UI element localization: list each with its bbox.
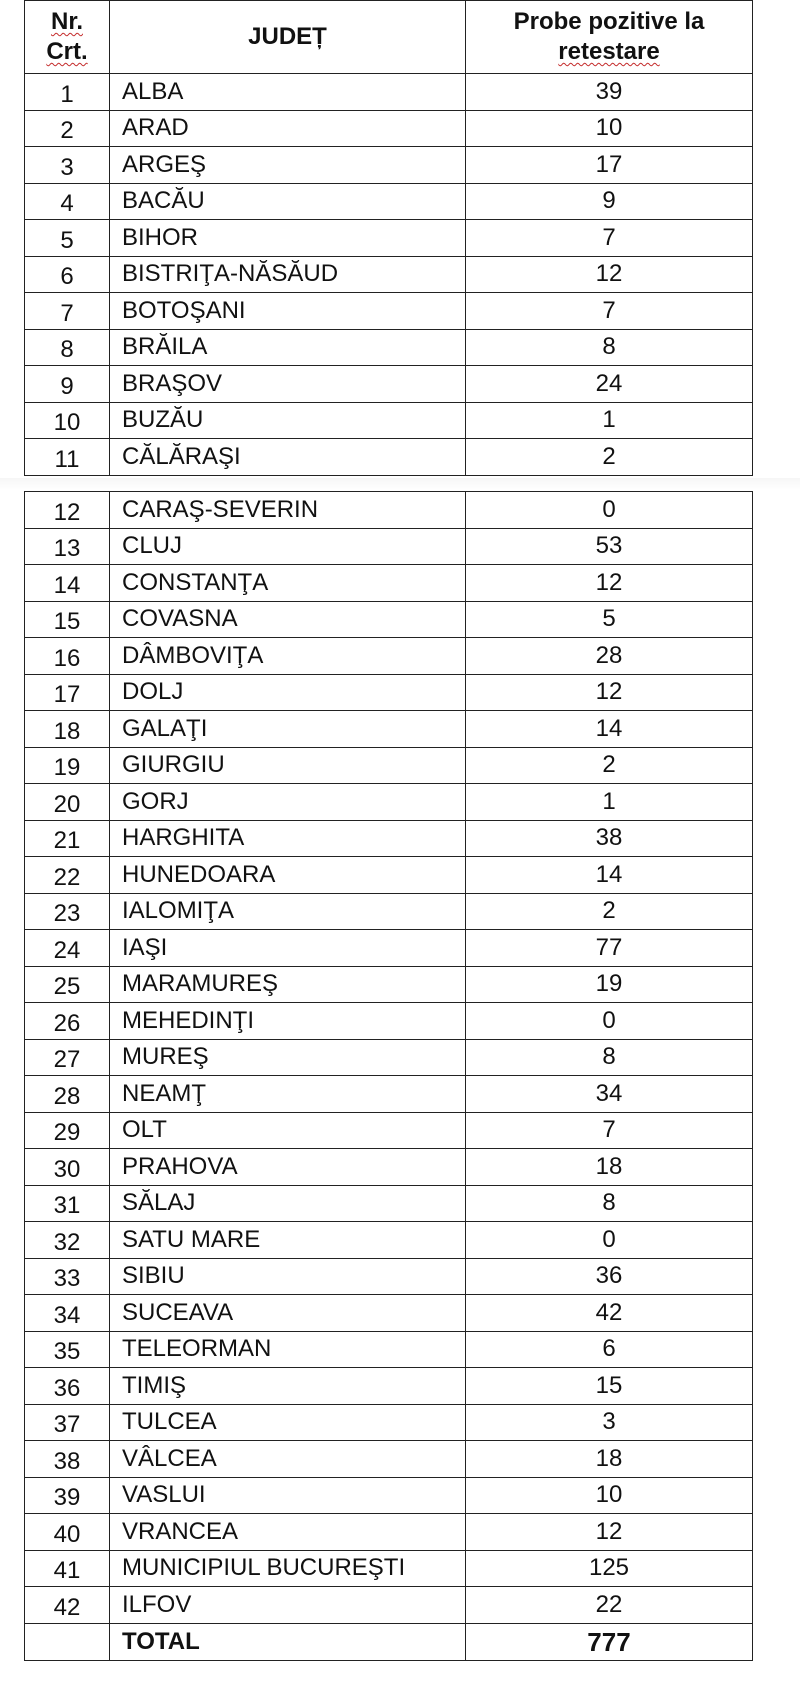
county-name: HARGHITA bbox=[110, 820, 466, 857]
table-row bbox=[25, 220, 753, 257]
county-name: VÂLCEA bbox=[110, 1441, 466, 1478]
county-name: COVASNA bbox=[110, 601, 466, 638]
county-name: BIHOR bbox=[110, 220, 466, 257]
positive-count: 24 bbox=[466, 366, 753, 403]
table-row bbox=[25, 857, 753, 894]
screenshot-seam bbox=[0, 478, 800, 490]
row-number: 8 bbox=[25, 329, 110, 366]
table-row bbox=[25, 1368, 753, 1405]
row-number: 5 bbox=[25, 220, 110, 257]
header-probe-line1: Probe pozitive la bbox=[513, 8, 705, 35]
total-value: 777 bbox=[466, 1623, 753, 1660]
table-row bbox=[25, 256, 753, 293]
county-name: TELEORMAN bbox=[110, 1331, 466, 1368]
county-name: DÂMBOVIŢA bbox=[110, 638, 466, 675]
county-name: GALAŢI bbox=[110, 711, 466, 748]
row-number: 42 bbox=[25, 1587, 110, 1624]
positive-count: 8 bbox=[466, 1185, 753, 1222]
positive-count: 77 bbox=[466, 930, 753, 967]
row-number: 21 bbox=[25, 820, 110, 857]
county-name: MUREŞ bbox=[110, 1039, 466, 1076]
county-name: CONSTANŢA bbox=[110, 565, 466, 602]
table-row bbox=[25, 1039, 753, 1076]
table-row bbox=[25, 820, 753, 857]
table-row bbox=[25, 1587, 753, 1624]
positive-count: 18 bbox=[466, 1149, 753, 1186]
row-number: 6 bbox=[25, 256, 110, 293]
row-number: 37 bbox=[25, 1404, 110, 1441]
county-name: ARAD bbox=[110, 110, 466, 147]
county-name: IALOMIŢA bbox=[110, 893, 466, 930]
positive-count: 28 bbox=[466, 638, 753, 675]
positive-count: 5 bbox=[466, 601, 753, 638]
row-number: 13 bbox=[25, 528, 110, 565]
row-number: 31 bbox=[25, 1185, 110, 1222]
table-row bbox=[25, 565, 753, 602]
row-number: 24 bbox=[25, 930, 110, 967]
row-number: 16 bbox=[25, 638, 110, 675]
county-name: SĂLAJ bbox=[110, 1185, 466, 1222]
positive-count: 19 bbox=[466, 966, 753, 1003]
table-row bbox=[25, 183, 753, 220]
row-number: 19 bbox=[25, 747, 110, 784]
table-row bbox=[25, 366, 753, 403]
positive-count: 22 bbox=[466, 1587, 753, 1624]
positive-count: 7 bbox=[466, 1112, 753, 1149]
county-name: BACĂU bbox=[110, 183, 466, 220]
total-row bbox=[25, 1623, 753, 1660]
table-row bbox=[25, 1222, 753, 1259]
positive-count: 9 bbox=[466, 183, 753, 220]
table-row bbox=[25, 1404, 753, 1441]
county-name: CĂLĂRAŞI bbox=[110, 439, 466, 476]
positive-count: 7 bbox=[466, 293, 753, 330]
table-row bbox=[25, 439, 753, 476]
positive-count: 8 bbox=[466, 329, 753, 366]
row-number: 17 bbox=[25, 674, 110, 711]
county-name: NEAMŢ bbox=[110, 1076, 466, 1113]
table-row bbox=[25, 638, 753, 675]
positive-count: 3 bbox=[466, 1404, 753, 1441]
row-number: 23 bbox=[25, 893, 110, 930]
positive-count: 36 bbox=[466, 1258, 753, 1295]
table-row bbox=[25, 1514, 753, 1551]
row-number: 35 bbox=[25, 1331, 110, 1368]
county-table-top bbox=[24, 0, 753, 476]
positive-count: 12 bbox=[466, 674, 753, 711]
positive-count: 125 bbox=[466, 1550, 753, 1587]
positive-count: 17 bbox=[466, 147, 753, 184]
table-row bbox=[25, 110, 753, 147]
row-number: 25 bbox=[25, 966, 110, 1003]
positive-count: 12 bbox=[466, 565, 753, 602]
table-row bbox=[25, 293, 753, 330]
table-row bbox=[25, 674, 753, 711]
county-name: MUNICIPIUL BUCUREŞTI bbox=[110, 1550, 466, 1587]
positive-count: 14 bbox=[466, 857, 753, 894]
table-header-row bbox=[25, 1, 753, 74]
row-number: 29 bbox=[25, 1112, 110, 1149]
positive-count: 1 bbox=[466, 402, 753, 439]
positive-count: 7 bbox=[466, 220, 753, 257]
county-name: BRĂILA bbox=[110, 329, 466, 366]
county-name: TULCEA bbox=[110, 1404, 466, 1441]
row-number: 2 bbox=[25, 110, 110, 147]
positive-count: 42 bbox=[466, 1295, 753, 1332]
county-name: SUCEAVA bbox=[110, 1295, 466, 1332]
row-number: 3 bbox=[25, 147, 110, 184]
county-name: HUNEDOARA bbox=[110, 857, 466, 894]
row-number: 27 bbox=[25, 1039, 110, 1076]
row-number: 33 bbox=[25, 1258, 110, 1295]
county-name: MARAMUREŞ bbox=[110, 966, 466, 1003]
row-number: 38 bbox=[25, 1441, 110, 1478]
table-top-segment bbox=[0, 0, 800, 476]
positive-count: 10 bbox=[466, 1477, 753, 1514]
row-number: 20 bbox=[25, 784, 110, 821]
county-name: BUZĂU bbox=[110, 402, 466, 439]
row-number: 41 bbox=[25, 1550, 110, 1587]
county-name: MEHEDINŢI bbox=[110, 1003, 466, 1040]
table-row bbox=[25, 1258, 753, 1295]
county-name: IAŞI bbox=[110, 930, 466, 967]
table-row bbox=[25, 711, 753, 748]
positive-count: 6 bbox=[466, 1331, 753, 1368]
row-number: 7 bbox=[25, 293, 110, 330]
county-name: TIMIŞ bbox=[110, 1368, 466, 1405]
positive-count: 38 bbox=[466, 820, 753, 857]
table-row bbox=[25, 784, 753, 821]
total-nr-cell bbox=[25, 1623, 110, 1660]
table-row bbox=[25, 1149, 753, 1186]
county-name: BOTOŞANI bbox=[110, 293, 466, 330]
table-row bbox=[25, 147, 753, 184]
row-number: 36 bbox=[25, 1368, 110, 1405]
table-row bbox=[25, 1295, 753, 1332]
row-number: 39 bbox=[25, 1477, 110, 1514]
county-name: ALBA bbox=[110, 74, 466, 111]
table-row bbox=[25, 601, 753, 638]
header-probe bbox=[466, 1, 753, 74]
row-number: 11 bbox=[25, 439, 110, 476]
row-number: 10 bbox=[25, 402, 110, 439]
positive-count: 34 bbox=[466, 1076, 753, 1113]
positive-count: 2 bbox=[466, 747, 753, 784]
total-label: TOTAL bbox=[110, 1623, 466, 1660]
table-row bbox=[25, 930, 753, 967]
positive-count: 53 bbox=[466, 528, 753, 565]
header-nr-line2: Crt. bbox=[46, 38, 88, 65]
positive-count: 2 bbox=[466, 893, 753, 930]
county-name: ARGEŞ bbox=[110, 147, 466, 184]
county-name: ILFOV bbox=[110, 1587, 466, 1624]
county-name: DOLJ bbox=[110, 674, 466, 711]
row-number: 34 bbox=[25, 1295, 110, 1332]
positive-count: 12 bbox=[466, 1514, 753, 1551]
row-number: 14 bbox=[25, 565, 110, 602]
county-name: CARAŞ-SEVERIN bbox=[110, 492, 466, 529]
table-row bbox=[25, 1331, 753, 1368]
positive-count: 1 bbox=[466, 784, 753, 821]
row-number: 12 bbox=[25, 492, 110, 529]
table-row bbox=[25, 402, 753, 439]
county-name: SATU MARE bbox=[110, 1222, 466, 1259]
county-table-bottom bbox=[24, 491, 753, 1661]
row-number: 1 bbox=[25, 74, 110, 111]
header-probe-line2: retestare bbox=[558, 38, 660, 65]
table-row bbox=[25, 1112, 753, 1149]
positive-count: 2 bbox=[466, 439, 753, 476]
positive-count: 39 bbox=[466, 74, 753, 111]
header-county: JUDEȚ bbox=[110, 1, 466, 74]
county-name: CLUJ bbox=[110, 528, 466, 565]
table-row bbox=[25, 329, 753, 366]
table-row bbox=[25, 747, 753, 784]
row-number: 26 bbox=[25, 1003, 110, 1040]
positive-count: 0 bbox=[466, 492, 753, 529]
table-row bbox=[25, 1477, 753, 1514]
table-row bbox=[25, 1076, 753, 1113]
county-name: GIURGIU bbox=[110, 747, 466, 784]
row-number: 9 bbox=[25, 366, 110, 403]
county-name: VASLUI bbox=[110, 1477, 466, 1514]
table-row bbox=[25, 1185, 753, 1222]
table-row bbox=[25, 966, 753, 1003]
county-name: BRAŞOV bbox=[110, 366, 466, 403]
county-name: PRAHOVA bbox=[110, 1149, 466, 1186]
row-number: 32 bbox=[25, 1222, 110, 1259]
header-nr-line1: Nr. bbox=[50, 8, 83, 35]
county-name: BISTRIŢA-NĂSĂUD bbox=[110, 256, 466, 293]
county-name: GORJ bbox=[110, 784, 466, 821]
row-number: 28 bbox=[25, 1076, 110, 1113]
table-row bbox=[25, 492, 753, 529]
positive-count: 15 bbox=[466, 1368, 753, 1405]
county-name: VRANCEA bbox=[110, 1514, 466, 1551]
positive-count: 12 bbox=[466, 256, 753, 293]
positive-count: 0 bbox=[466, 1003, 753, 1040]
positive-count: 0 bbox=[466, 1222, 753, 1259]
table-row bbox=[25, 528, 753, 565]
county-name: OLT bbox=[110, 1112, 466, 1149]
row-number: 22 bbox=[25, 857, 110, 894]
county-name: SIBIU bbox=[110, 1258, 466, 1295]
table-row bbox=[25, 1550, 753, 1587]
row-number: 18 bbox=[25, 711, 110, 748]
positive-count: 18 bbox=[466, 1441, 753, 1478]
table-row bbox=[25, 1003, 753, 1040]
positive-count: 10 bbox=[466, 110, 753, 147]
positive-count: 14 bbox=[466, 711, 753, 748]
header-nr-crt bbox=[25, 1, 110, 74]
table-row bbox=[25, 893, 753, 930]
row-number: 30 bbox=[25, 1149, 110, 1186]
row-number: 4 bbox=[25, 183, 110, 220]
positive-count: 8 bbox=[466, 1039, 753, 1076]
table-row bbox=[25, 1441, 753, 1478]
row-number: 40 bbox=[25, 1514, 110, 1551]
row-number: 15 bbox=[25, 601, 110, 638]
table-row bbox=[25, 74, 753, 111]
